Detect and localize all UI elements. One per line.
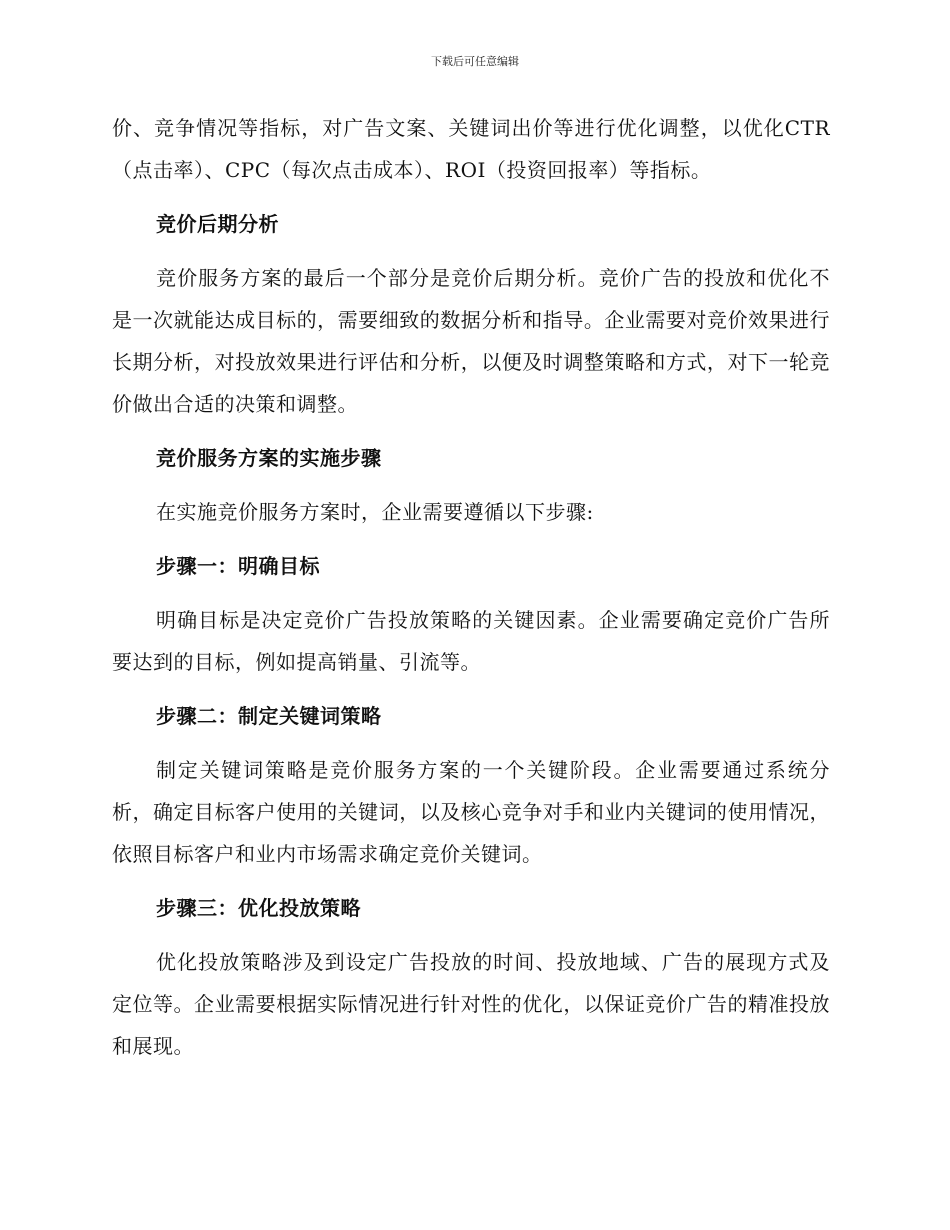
step-heading-3: 步骤三：优化投放策略 bbox=[156, 896, 361, 920]
paragraph-implementation-intro: 在实施竞价服务方案时，企业需要遵循以下步骤: bbox=[156, 500, 594, 524]
section-heading-implementation-steps: 竞价服务方案的实施步骤 bbox=[156, 446, 382, 470]
step-heading-2: 步骤二：制定关键词策略 bbox=[156, 704, 382, 728]
section-heading-post-bidding-analysis: 竞价后期分析 bbox=[156, 212, 279, 236]
header-note: 下载后可任意编辑 bbox=[431, 55, 519, 68]
paragraph-post-bidding-analysis: 竞价服务方案的最后一个部分是竞价后期分析。竞价广告的投放和优化不是一次就能达成目标的，需要细致的数据分析和指导。企业需要对竞价效果进行长期分析，对投放效果进行评估和分析，以便及时调整策略和方式，对下一轮竞价做出合适的决策和调整。 bbox=[112, 266, 830, 416]
step-heading-1: 步骤一：明确目标 bbox=[156, 554, 320, 578]
paragraph-step-1: 明确目标是决定竞价广告投放策略的关键因素。企业需要确定竞价广告所要达到的目标，例如提高销量、引流等。 bbox=[112, 608, 830, 674]
paragraph-step-2: 制定关键词策略是竞价服务方案的一个关键阶段。企业需要通过系统分析，确定目标客户使用的关键词，以及核心竞争对手和业内关键词的使用情况，依照目标客户和业内市场需求确定竞价关键词。 bbox=[112, 758, 830, 866]
paragraph-step-3: 优化投放策略涉及到设定广告投放的时间、投放地域、广告的展现方式及定位等。企业需要根据实际情况进行针对性的优化，以保证竞价广告的精准投放和展现。 bbox=[112, 950, 830, 1058]
document-body bbox=[112, 107, 830, 1067]
paragraph-continuation: 价、竞争情况等指标，对广告文案、关键词出价等进行优化调整，以优化CTR（点击率）、CPC（每次点击成本）、ROI（投资回报率）等指标。 bbox=[112, 116, 830, 182]
